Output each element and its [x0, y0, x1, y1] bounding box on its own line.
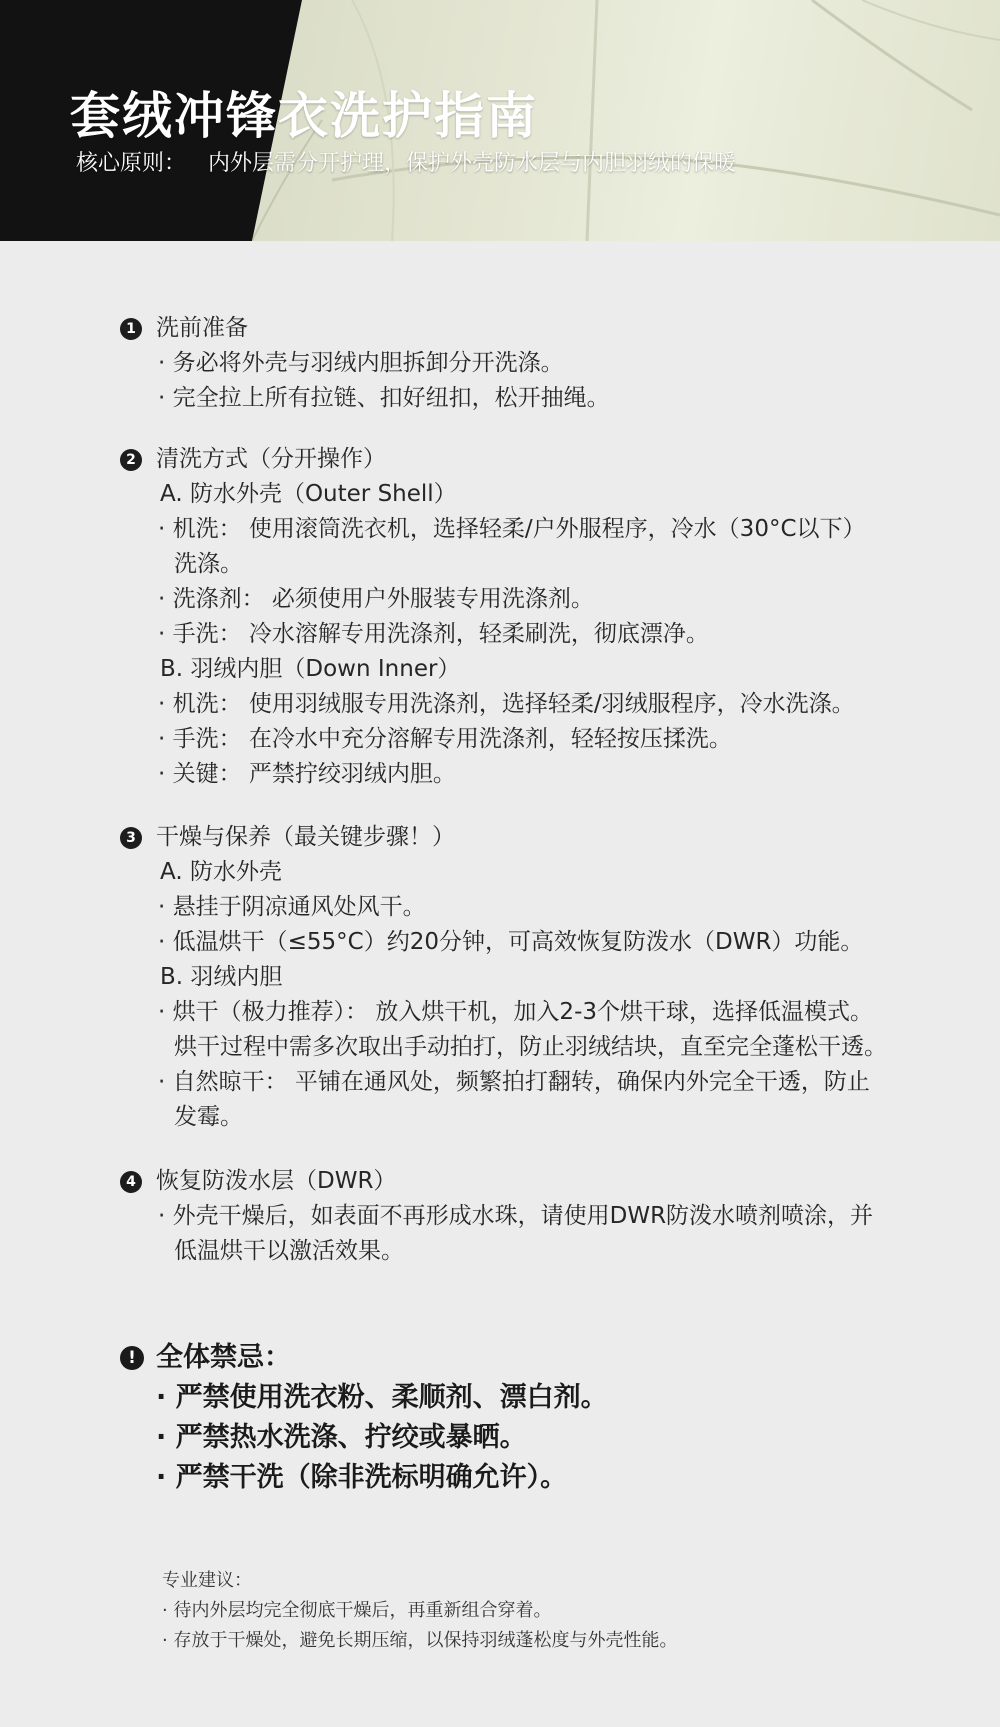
list-item: · 务必将外壳与羽绒内胆拆卸分开洗涤。 — [158, 350, 564, 376]
principle-label: 核心原则： — [76, 151, 187, 176]
subsection-title: A. 防水外壳（Outer Shell） — [160, 481, 457, 507]
list-item-continued: 低温烘干以激活效果。 — [174, 1238, 404, 1264]
section-heading — [120, 820, 455, 854]
list-item: · 低温烘干（≤55°C）约20分钟，可高效恢复防泼水（DWR）功能。 — [158, 929, 864, 955]
advice-item: · 存放于干燥处，避免长期压缩，以保持羽绒蓬松度与外壳性能。 — [162, 1630, 678, 1651]
prohibition-item: · 严禁热水洗涤、拧绞或暴晒。 — [156, 1422, 527, 1453]
section-title: 洗前准备 — [156, 315, 248, 341]
list-item: · 机洗： 使用羽绒服专用洗涤剂，选择轻柔/羽绒服程序，冷水洗涤。 — [158, 691, 855, 717]
list-item: · 外壳干燥后，如表面不再形成水珠，请使用DWR防泼水喷剂喷涂，并 — [158, 1203, 874, 1229]
list-item: · 洗涤剂： 必须使用户外服装专用洗涤剂。 — [158, 586, 594, 612]
list-item-continued: 烘干过程中需多次取出手动拍打，防止羽绒结块，直至完全蓬松干透。 — [174, 1034, 887, 1060]
section-heading — [120, 442, 386, 476]
list-item-continued: 洗涤。 — [174, 551, 243, 577]
advice-item: · 待内外层均完全彻底干燥后，再重新组合穿着。 — [162, 1600, 552, 1621]
list-item: · 手洗： 在冷水中充分溶解专用洗涤剂，轻轻按压揉洗。 — [158, 726, 732, 752]
section-heading — [120, 311, 248, 345]
principle-text: 内外层需分开护理，保护外壳防水层与内胆羽绒的保暖 — [208, 151, 737, 176]
section-title: 清洗方式（分开操作） — [156, 446, 386, 472]
section-title: 恢复防泼水层（DWR） — [156, 1168, 397, 1194]
prohibition-item: · 严禁干洗（除非洗标明确允许）。 — [156, 1462, 568, 1493]
step-number-badge: 3 — [120, 827, 142, 849]
subsection-title: B. 羽绒内胆 — [160, 964, 283, 990]
list-item: · 手洗： 冷水溶解专用洗涤剂，轻柔刷洗，彻底漂净。 — [158, 621, 709, 647]
section-heading — [120, 1164, 396, 1198]
list-item: · 机洗： 使用滚筒洗衣机，选择轻柔/户外服程序，冷水（30°C以下） — [158, 516, 866, 542]
core-principle — [76, 146, 736, 177]
page-title: 套绒冲锋衣洗护指南 — [70, 87, 538, 145]
prohibitions-heading — [120, 1338, 291, 1378]
step-number-badge: 1 — [120, 318, 142, 340]
exclamation-icon: ! — [120, 1346, 144, 1370]
header-banner — [0, 0, 1000, 241]
list-item: · 烘干（极力推荐）： 放入烘干机，加入2-3个烘干球，选择低温模式。 — [158, 999, 873, 1025]
section-title: 干燥与保养（最关键步骤！） — [156, 824, 455, 850]
list-item: · 关键： 严禁拧绞羽绒内胆。 — [158, 761, 456, 787]
subsection-title: A. 防水外壳 — [160, 859, 282, 885]
advice-title: 专业建议： — [162, 1570, 252, 1591]
subsection-title: B. 羽绒内胆（Down Inner） — [160, 656, 461, 682]
step-number-badge: 4 — [120, 1171, 142, 1193]
step-number-badge: 2 — [120, 449, 142, 471]
list-item: · 自然晾干： 平铺在通风处，频繁拍打翻转，确保内外完全干透，防止 — [158, 1069, 870, 1095]
prohibitions-title: 全体禁忌： — [156, 1342, 291, 1373]
list-item: · 完全拉上所有拉链、扣好纽扣，松开抽绳。 — [158, 385, 610, 411]
list-item-continued: 发霉。 — [174, 1104, 243, 1130]
list-item: · 悬挂于阴凉通风处风干。 — [158, 894, 426, 920]
prohibition-item: · 严禁使用洗衣粉、柔顺剂、漂白剂。 — [156, 1382, 608, 1413]
